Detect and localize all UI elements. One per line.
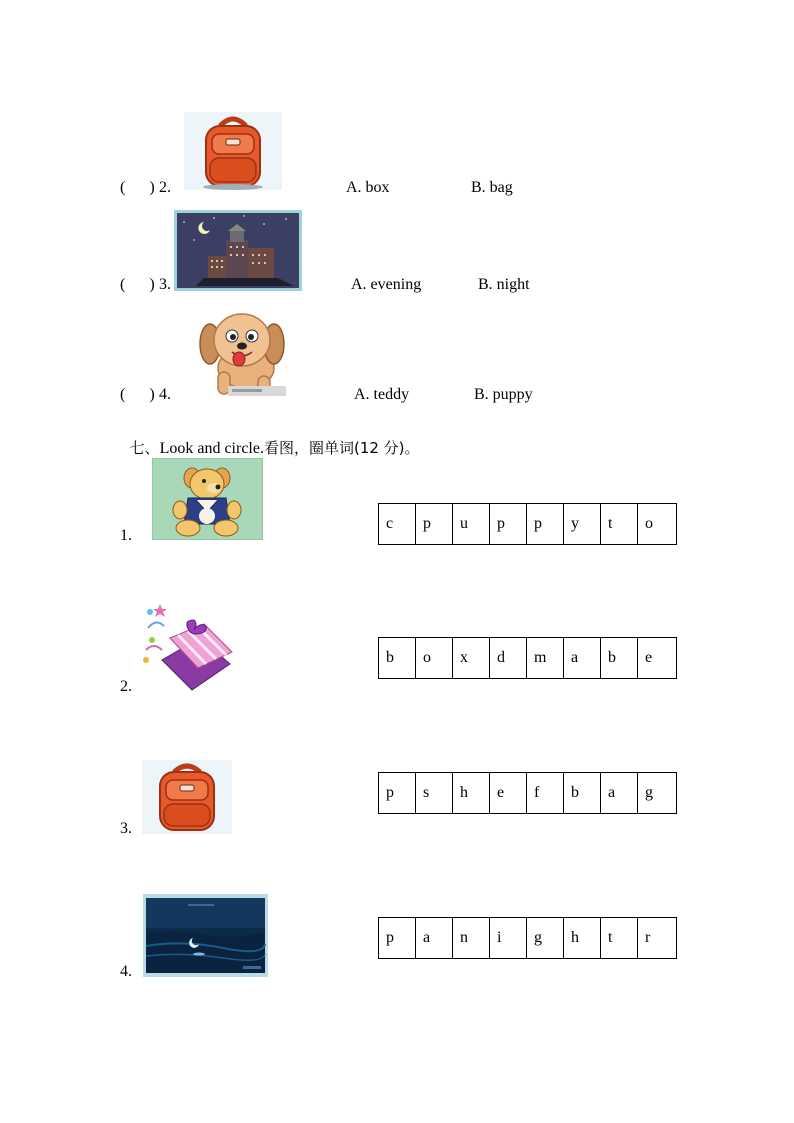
q2-paren: ( ) bbox=[120, 179, 155, 196]
q4-number: 4. bbox=[159, 386, 171, 403]
q3-option-a[interactable]: A. evening bbox=[351, 276, 422, 293]
letter-grid-2 bbox=[378, 637, 677, 679]
teddy-bear-image bbox=[152, 458, 263, 540]
letter-grid-3 bbox=[378, 772, 677, 814]
letter-cell[interactable]: u bbox=[453, 504, 490, 545]
letter-cell[interactable]: x bbox=[453, 638, 490, 679]
letter-cell[interactable]: f bbox=[527, 773, 564, 814]
night-city-icon bbox=[174, 210, 302, 291]
letter-cell[interactable]: b bbox=[601, 638, 638, 679]
letter-cell[interactable]: e bbox=[490, 773, 527, 814]
q3-option-b[interactable]: B. night bbox=[478, 276, 530, 293]
letter-cell[interactable]: p bbox=[527, 504, 564, 545]
item-3-number: 3. bbox=[120, 820, 132, 837]
letter-cell[interactable]: g bbox=[638, 773, 677, 814]
letter-grid-1 bbox=[378, 503, 677, 545]
backpack-icon bbox=[184, 112, 282, 190]
q3-paren: ( ) bbox=[120, 276, 155, 293]
letter-cell[interactable]: p bbox=[490, 504, 527, 545]
letter-cell[interactable]: y bbox=[564, 504, 601, 545]
letter-cell[interactable]: o bbox=[416, 638, 453, 679]
letter-grid-4 bbox=[378, 917, 677, 959]
puppy-image bbox=[188, 306, 292, 400]
letter-cell[interactable]: t bbox=[601, 918, 638, 959]
letter-cell[interactable]: h bbox=[564, 918, 601, 959]
letter-cell[interactable]: p bbox=[416, 504, 453, 545]
puppy-icon bbox=[188, 306, 292, 400]
teddy-bear-icon bbox=[152, 458, 263, 540]
letter-cell[interactable]: m bbox=[527, 638, 564, 679]
q4-option-a[interactable]: A. teddy bbox=[354, 386, 410, 403]
letter-cell[interactable]: d bbox=[490, 638, 527, 679]
letter-cell[interactable]: a bbox=[601, 773, 638, 814]
section-7-title-en: Look and circle. bbox=[159, 440, 264, 457]
q4-paren: ( ) bbox=[120, 386, 155, 403]
backpack-icon bbox=[142, 760, 232, 834]
gift-box-icon bbox=[142, 598, 234, 691]
q2-number: 2. bbox=[159, 179, 171, 196]
letter-cell[interactable]: b bbox=[379, 638, 416, 679]
letter-cell[interactable]: o bbox=[638, 504, 677, 545]
backpack-image-2 bbox=[142, 760, 232, 834]
backpack-image bbox=[184, 112, 282, 190]
letter-cell[interactable]: t bbox=[601, 504, 638, 545]
letter-cell[interactable]: s bbox=[416, 773, 453, 814]
q2-option-a[interactable]: A. box bbox=[346, 179, 390, 196]
night-city-image bbox=[174, 210, 302, 291]
q2-option-b[interactable]: B. bag bbox=[471, 179, 513, 196]
letter-cell[interactable]: b bbox=[564, 773, 601, 814]
q4-option-b[interactable]: B. puppy bbox=[474, 386, 533, 403]
section-7-heading bbox=[120, 421, 420, 458]
letter-cell[interactable]: c bbox=[379, 504, 416, 545]
gift-box-image bbox=[142, 598, 234, 691]
letter-cell[interactable]: a bbox=[564, 638, 601, 679]
letter-cell[interactable]: p bbox=[379, 773, 416, 814]
item-4-number: 4. bbox=[120, 963, 132, 980]
letter-cell[interactable]: e bbox=[638, 638, 677, 679]
letter-cell[interactable]: n bbox=[453, 918, 490, 959]
q3-number: 3. bbox=[159, 276, 171, 293]
section-7-title-cn: 看图，圈单词(12 分)。 bbox=[263, 439, 420, 457]
section-7-marker: 七、 bbox=[129, 439, 160, 457]
letter-cell[interactable]: p bbox=[379, 918, 416, 959]
item-1-number: 1. bbox=[120, 527, 132, 544]
letter-cell[interactable]: i bbox=[490, 918, 527, 959]
item-2-number: 2. bbox=[120, 678, 132, 695]
letter-cell[interactable]: a bbox=[416, 918, 453, 959]
night-sea-icon bbox=[143, 894, 268, 977]
letter-cell[interactable]: h bbox=[453, 773, 490, 814]
night-sea-image bbox=[143, 894, 268, 977]
letter-cell[interactable]: g bbox=[527, 918, 564, 959]
letter-cell[interactable]: r bbox=[638, 918, 677, 959]
